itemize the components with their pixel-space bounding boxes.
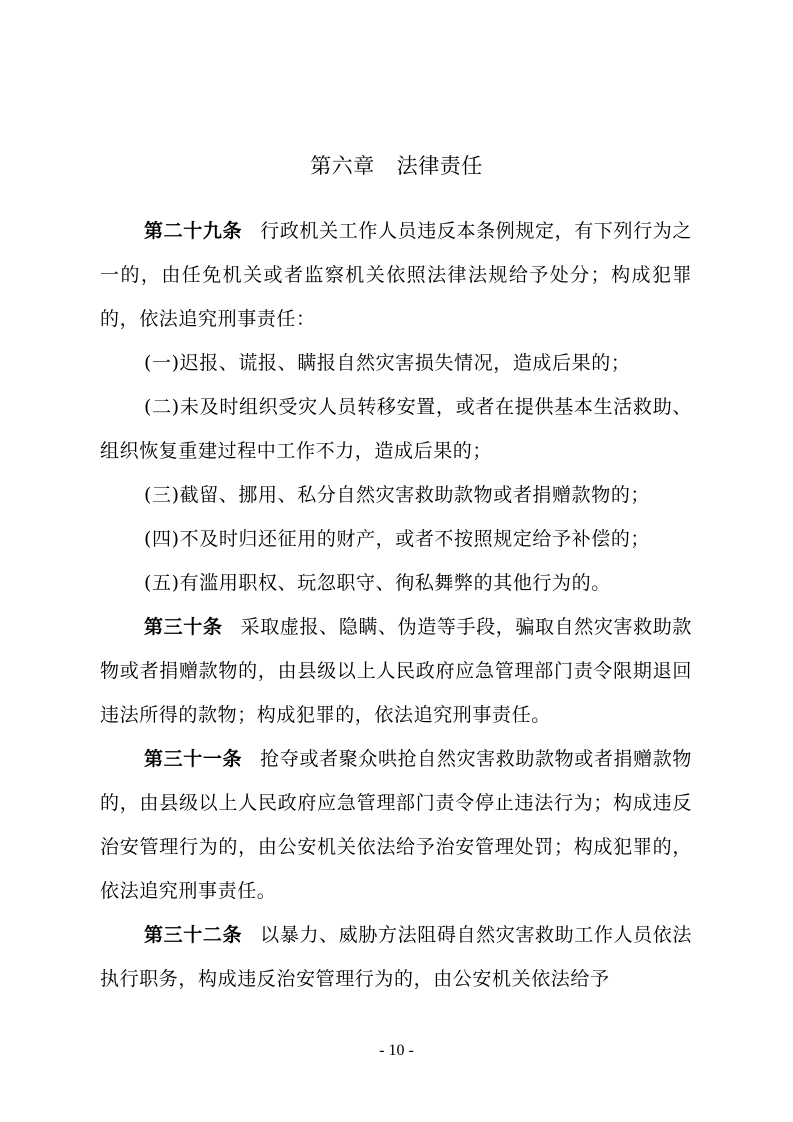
article-text: 抢夺或者聚众哄抢自然灾害救助款物或者捐赠款物的，由县级以上人民政府应急管理部门责令停止违法行为；构成违反治安管理行为的，由公安机关依法给予治安管理处罚；构成犯罪的，依法追究刑事责任。 xyxy=(100,748,692,902)
page-number: - 10 - xyxy=(379,1042,414,1059)
article-31 xyxy=(100,737,692,913)
article-text: 行政机关工作人员违反本条例规定，有下列行为之一的，由任免机关或者监察机关依照法律法规给予处分；构成犯罪的，依法追究刑事责任： xyxy=(100,220,692,330)
chapter-number: 第六章 xyxy=(310,154,375,178)
body-text xyxy=(100,209,692,1001)
article-number: 第二十九条 xyxy=(144,220,243,242)
article-29-item-3: (三)截留、挪用、私分自然灾害救助款物或者捐赠款物的； xyxy=(144,484,651,506)
article-32 xyxy=(100,913,692,1001)
article-number: 第三十一条 xyxy=(144,748,243,770)
article-29-item-4: (四)不及时归还征用的财产，或者不按照规定给予补偿的； xyxy=(144,528,651,550)
article-text: 以暴力、威胁方法阻碍自然灾害救助工作人员依法执行职务，构成违反治安管理行为的，由公安机关依法给予 xyxy=(100,924,692,990)
article-29-item-1: (一)迟报、谎报、瞒报自然灾害损失情况，造成后果的； xyxy=(144,352,631,374)
article-number: 第三十二条 xyxy=(144,924,243,946)
chapter-name: 法律责任 xyxy=(396,154,483,178)
article-number: 第三十条 xyxy=(144,616,223,638)
article-29-item-5: (五)有滥用职权、玩忽职守、徇私舞弊的其他行为的。 xyxy=(144,572,611,594)
article-29-item-2: (二)未及时组织受灾人员转移安置，或者在提供基本生活救助、组织恢复重建过程中工作不力，造成后果的； xyxy=(100,396,692,462)
article-29 xyxy=(100,209,692,341)
article-30 xyxy=(100,605,692,737)
chapter-title xyxy=(0,148,793,184)
article-text: 采取虚报、隐瞒、伪造等手段，骗取自然灾害救助款物或者捐赠款物的，由县级以上人民政府应急管理部门责令限期退回违法所得的款物；构成犯罪的，依法追究刑事责任。 xyxy=(100,616,692,726)
